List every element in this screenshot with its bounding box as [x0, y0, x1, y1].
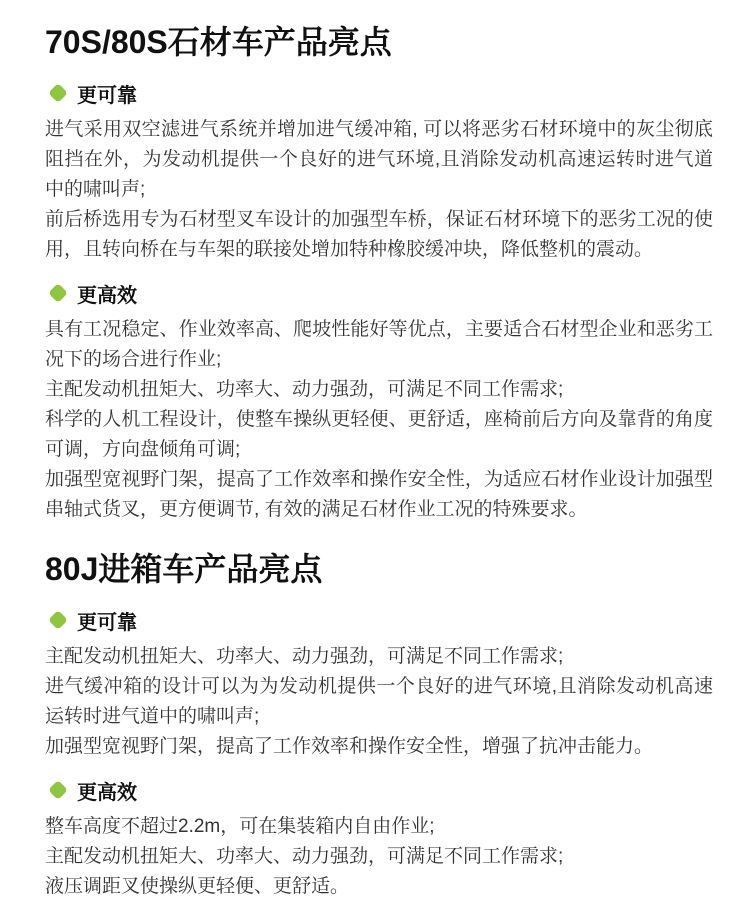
- feature-heading: 更高效: [77, 284, 137, 307]
- section-title: 80J进箱车产品亮点: [45, 550, 323, 587]
- feature-heading-row: [45, 606, 713, 635]
- section-container-truck: [45, 551, 713, 902]
- feature-paragraph: 加强型宽视野门架，提高了工作效率和操作安全性，增强了抗冲击能力。: [45, 735, 654, 757]
- feature-paragraph: 加强型宽视野门架，提高了工作效率和操作安全性，为适应石材作业设计加强型串轴式货叉，更方便调节, 有效的满足石材作业工况的特殊要求。: [45, 468, 713, 520]
- feature-heading-row: [45, 79, 713, 108]
- feature-heading-row: [45, 776, 713, 805]
- feature-paragraph: 进气缓冲箱的设计可以为为发动机提供一个良好的进气环境,且消除发动机高速运转时进气道中的啸叫声;: [45, 675, 713, 727]
- feature-paragraph: 进气采用双空滤进气系统并增加进气缓冲箱, 可以将恶劣石材环境中的灰尘彻底阻挡在外，为发动机提供一个良好的进气环境,且消除发动机高速运转时进气道中的啸叫声;: [45, 118, 713, 200]
- feature-heading: 更高效: [77, 781, 137, 804]
- section-title: 70S/80S石材车产品亮点: [45, 24, 392, 60]
- feature-heading-row: [45, 279, 713, 308]
- feature-group-reliable: [45, 606, 713, 762]
- feature-heading: 更可靠: [77, 611, 137, 634]
- feature-paragraph: 整车高度不超过2.2m，可在集装箱内自由作业;: [45, 815, 435, 837]
- diamond-bullet-icon: [48, 83, 68, 103]
- feature-paragraph: 主配发动机扭矩大、功率大、动力强劲，可满足不同工作需求;: [45, 845, 564, 867]
- section-stone-truck: [45, 24, 713, 525]
- feature-paragraph: 液压调距叉使操纵更轻便、更舒适。: [45, 875, 350, 897]
- feature-paragraph: 科学的人机工程设计，使整车操纵更轻便、更舒适，座椅前后方向及靠背的角度可调，方向盘倾角可调;: [45, 408, 713, 460]
- feature-paragraph: 主配发动机扭矩大、功率大、动力强劲，可满足不同工作需求;: [45, 645, 564, 667]
- feature-group-reliable: [45, 79, 713, 265]
- feature-heading: 更可靠: [77, 84, 137, 107]
- feature-paragraph: 具有工况稳定、作业效率高、爬坡性能好等优点，主要适合石材型企业和恶劣工况下的场合进行作业;: [45, 318, 713, 370]
- feature-paragraph: 主配发动机扭矩大、功率大、动力强劲，可满足不同工作需求;: [45, 378, 564, 400]
- diamond-bullet-icon: [48, 610, 68, 630]
- feature-group-efficient: [45, 776, 713, 902]
- diamond-bullet-icon: [48, 283, 68, 303]
- feature-paragraph: 前后桥选用专为石材型叉车设计的加强型车桥，保证石材环境下的恶劣工况的使用，且转向桥在与车架的联接处增加特种橡胶缓冲块，降低整机的震动。: [45, 208, 713, 260]
- diamond-bullet-icon: [48, 780, 68, 800]
- feature-group-efficient: [45, 279, 713, 525]
